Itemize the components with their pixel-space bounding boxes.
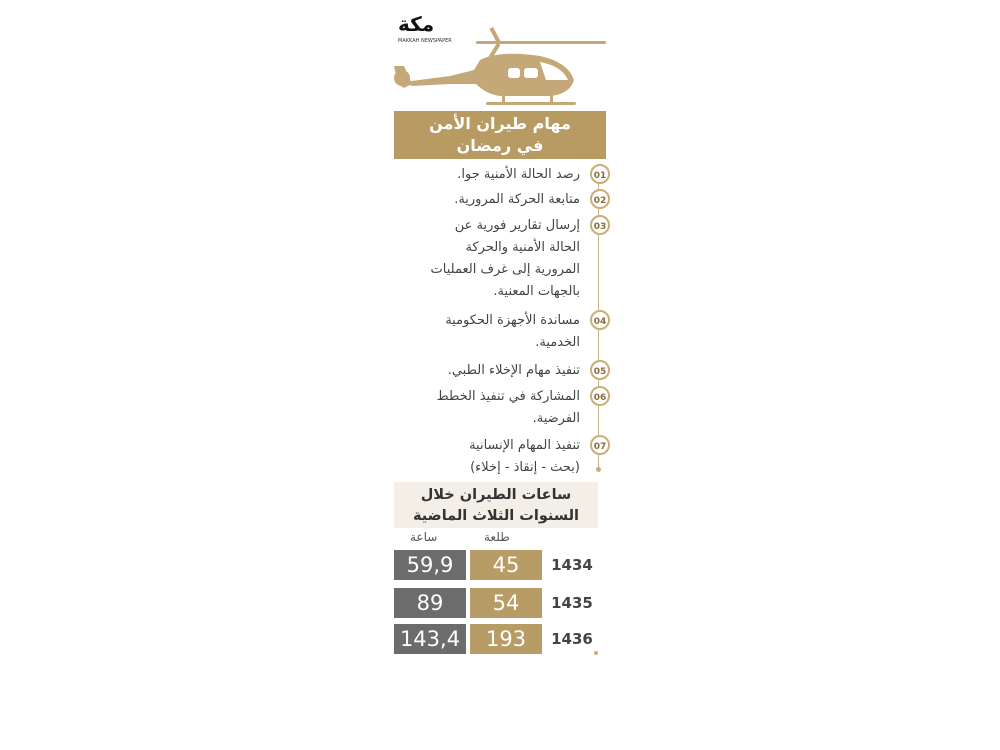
item-text [400, 164, 580, 186]
year-cell: 1435 [551, 594, 593, 612]
item-line: تنفيذ مهام الإخلاء الطبي. [447, 363, 580, 378]
year-cell: 1434 [551, 556, 593, 574]
stats-title-box [394, 482, 598, 528]
table-row [394, 624, 600, 654]
item-line: المشاركة في تنفيذ الخطط [436, 389, 580, 404]
item-line: الحالة الأمنية والحركة [465, 240, 580, 255]
item-line: متابعة الحركة المرورية. [454, 192, 580, 207]
item-text [400, 386, 580, 430]
flights-cell: 193 [470, 624, 542, 654]
item-number: 06 [590, 386, 610, 406]
item-number: 03 [590, 215, 610, 235]
infographic [388, 8, 610, 658]
item-line: مساندة الأجهزة الحكومية [445, 313, 580, 328]
item-text [400, 189, 580, 211]
item-line: (بحث - إنقاذ - إخلاء) [470, 460, 580, 475]
end-dot [594, 651, 598, 655]
item-number: 01 [590, 164, 610, 184]
column-header-flights: طلعة [484, 530, 510, 544]
item-line: إرسال تقارير فورية عن [454, 218, 580, 233]
item-text [400, 310, 580, 354]
hours-cell: 59,9 [394, 550, 466, 580]
title-line-2: في رمضان [456, 136, 544, 155]
item-line: بالجهات المعنية. [493, 284, 580, 299]
stats-title-line-2: السنوات الثلاث الماضية [412, 508, 580, 524]
item-line: الخدمية. [535, 335, 580, 350]
item-text [400, 215, 580, 303]
task-list [388, 164, 610, 475]
item-number: 05 [590, 360, 610, 380]
logo-subtitle: MAKKAH NEWSPAPER [398, 38, 452, 44]
item-line: الفرضية. [532, 411, 580, 426]
table-row [394, 588, 600, 618]
item-number: 07 [590, 435, 610, 455]
title-line-1: مهام طيران الأمن [429, 114, 571, 133]
column-header-hours: ساعة [410, 530, 438, 544]
item-number: 02 [590, 189, 610, 209]
hours-cell: 143,4 [394, 624, 466, 654]
stats-title-line-1: ساعات الطيران خلال [420, 487, 572, 503]
flights-cell: 54 [470, 588, 542, 618]
timeline-end-dot [596, 467, 601, 472]
year-cell: 1436 [551, 630, 593, 648]
item-line: رصد الحالة الأمنية جوا. [457, 167, 580, 182]
hours-cell: 89 [394, 588, 466, 618]
title-banner [394, 111, 606, 159]
logo-word: مكة [398, 12, 435, 36]
item-text [400, 360, 580, 382]
table-row [394, 550, 600, 580]
item-line: المرورية إلى غرف العمليات [430, 262, 580, 277]
flights-cell: 45 [470, 550, 542, 580]
item-number: 04 [590, 310, 610, 330]
helicopter-icon [390, 22, 608, 114]
item-line: تنفيذ المهام الإنسانية [469, 438, 580, 453]
item-text [400, 435, 580, 479]
